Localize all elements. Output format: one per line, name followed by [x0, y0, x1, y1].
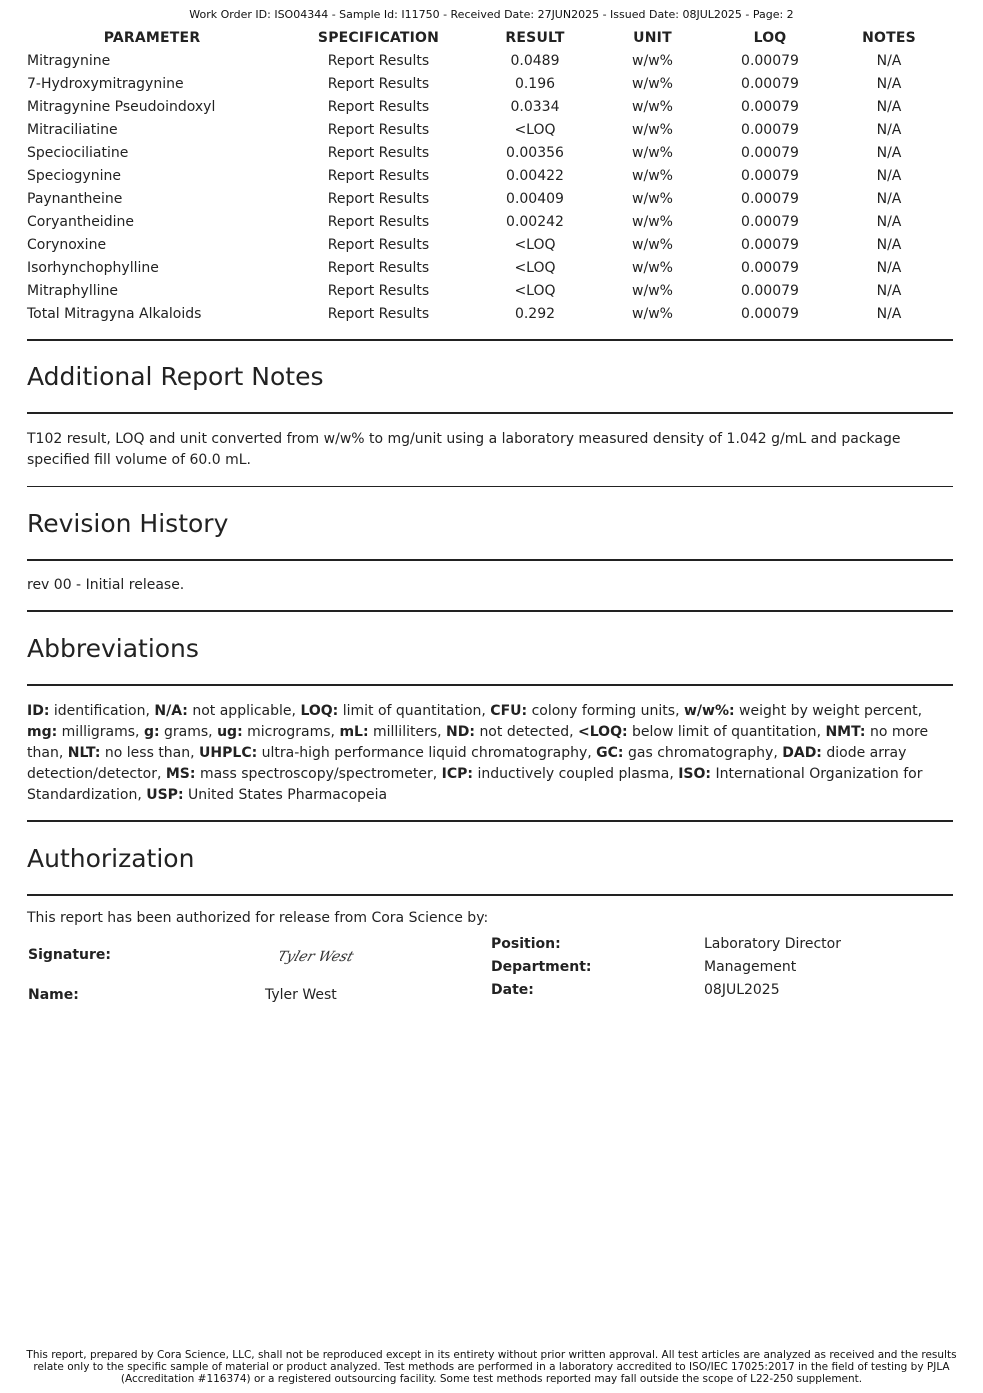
position-label: Position:	[491, 936, 561, 952]
abbreviations-text: ID: identification, N/A: not applicable, LOQ: limit of quantitation, CFU: colony forming units, w/w%: weight by weight percent, mg: milligrams, g: grams, ug: micrograms, mL: milliliters, ND: not detected, <LOQ: below limit of quantitation, NMT: no more than, NLT: no less than, UHPLC: ultra-high performance liquid chromatography, GC: gas chromatography, DAD: diode array detection/detector, MS: mass spectroscopy/spectrometer, ICP: inductively coupled plasma, ISO: International Organization for Standardization, USP: United States Pharmacopeia	[27, 703, 929, 803]
cell-loq: 0.00079	[741, 259, 799, 276]
cell-unit: w/w%	[632, 213, 673, 230]
table-row	[27, 302, 953, 325]
abbreviation-definition: not detected	[479, 724, 570, 740]
table-row	[27, 72, 953, 95]
abbreviation-definition: below limit of quantitation	[632, 724, 817, 740]
abbreviation-definition: mass spectroscopy/spectrometer	[199, 766, 433, 782]
cell-loq: 0.00079	[741, 144, 799, 161]
cell-loq: 0.00079	[741, 213, 799, 230]
cell-parameter: Corynoxine	[27, 236, 107, 253]
cell-notes: N/A	[876, 75, 902, 92]
abbreviation-definition: not applicable	[192, 703, 292, 719]
abbreviation-definition: no more than	[27, 724, 929, 761]
cell-specification: Report Results	[327, 52, 430, 69]
cell-notes: N/A	[876, 236, 902, 253]
abbreviation-term: ISO:	[678, 766, 712, 782]
cell-specification: Report Results	[327, 236, 430, 253]
abbreviation-definition: milligrams	[61, 724, 136, 740]
cell-result: 0.00356	[506, 144, 564, 161]
abbreviation-definition: micrograms	[247, 724, 331, 740]
column-header-specification: SPECIFICATION	[317, 30, 440, 46]
cell-notes: N/A	[876, 121, 902, 138]
cell-loq: 0.00079	[741, 52, 799, 69]
cell-result: 0.292	[514, 305, 556, 322]
cell-unit: w/w%	[632, 305, 673, 322]
revision-history-title: Revision History	[27, 509, 229, 538]
cell-notes: N/A	[876, 98, 902, 115]
additional-notes-title: Additional Report Notes	[27, 362, 324, 391]
report-header: Work Order ID: ISO04344 - Sample Id: I11750 - Received Date: 27JUN2025 - Issued Date: 08JUL2025 - Page: 2	[189, 8, 794, 21]
cell-notes: N/A	[876, 52, 902, 69]
abbreviation-term: CFU:	[490, 703, 528, 719]
cell-parameter: Paynantheine	[27, 190, 123, 207]
cell-parameter: Mitragynine Pseudoindoxyl	[27, 98, 216, 115]
cell-specification: Report Results	[327, 259, 430, 276]
revision-history-text: rev 00 - Initial release.	[27, 577, 185, 593]
abbreviation-term: UHPLC:	[199, 745, 258, 761]
abbreviation-term: NMT:	[825, 724, 866, 740]
column-header-loq: LOQ	[753, 30, 787, 46]
cell-parameter: Mitraphylline	[27, 282, 118, 299]
cell-specification: Report Results	[327, 167, 430, 184]
cell-unit: w/w%	[632, 167, 673, 184]
cell-unit: w/w%	[632, 236, 673, 253]
authorization-intro: This report has been authorized for release from Cora Science by:	[27, 910, 489, 926]
cell-notes: N/A	[876, 190, 902, 207]
results-table	[27, 27, 953, 325]
abbreviation-term: MS:	[165, 766, 196, 782]
table-row	[27, 141, 953, 164]
abbreviation-definition: gas chromatography	[627, 745, 774, 761]
table-row	[27, 210, 953, 233]
divider	[27, 486, 953, 487]
column-header-notes: NOTES	[862, 30, 916, 46]
footer-disclaimer: This report, prepared by Cora Science, LLC, shall not be reproduced except in its entirety without prior written approval. All test articles are analyzed as received and the results relate only to the specific sample of material or product analyzed. Test methods are performed in a laboratory accredited to ISO/IEC 17025:2017 in the field of testing by PJLA (Accreditation #116374) or a registered outsourcing facility. Some test methods reported may fall outside the scope of L22-250 supplement.	[26, 1349, 957, 1385]
abbreviation-definition: inductively coupled plasma	[477, 766, 670, 782]
cell-parameter: Isorhynchophylline	[27, 259, 159, 276]
results-body	[27, 49, 953, 325]
cell-result: <LOQ	[514, 259, 556, 276]
cell-notes: N/A	[876, 144, 902, 161]
cell-specification: Report Results	[327, 213, 430, 230]
abbreviation-term: g:	[143, 724, 160, 740]
cell-unit: w/w%	[632, 75, 673, 92]
abbreviation-term: DAD:	[782, 745, 822, 761]
cell-unit: w/w%	[632, 144, 673, 161]
abbreviation-definition: International Organization for Standardization	[27, 766, 923, 803]
table-row	[27, 95, 953, 118]
divider	[27, 559, 953, 561]
cell-notes: N/A	[876, 213, 902, 230]
cell-loq: 0.00079	[741, 167, 799, 184]
abbreviation-term: mL:	[339, 724, 369, 740]
table-row	[27, 279, 953, 302]
cell-result: 0.0489	[510, 52, 560, 69]
department-label: Department:	[491, 959, 592, 975]
abbreviation-term: w/w%:	[683, 703, 735, 719]
position-value: Laboratory Director	[704, 936, 841, 952]
cell-specification: Report Results	[327, 75, 430, 92]
table-row	[27, 118, 953, 141]
cell-result: 0.00242	[506, 213, 564, 230]
cell-unit: w/w%	[632, 121, 673, 138]
date-value: 08JUL2025	[704, 982, 780, 998]
cell-loq: 0.00079	[741, 305, 799, 322]
cell-notes: N/A	[876, 167, 902, 184]
cell-parameter: 7-Hydroxymitragynine	[27, 75, 184, 92]
abbreviation-term: ND:	[446, 724, 475, 740]
table-row	[27, 233, 953, 256]
signature-text: Tyler West	[280, 949, 356, 965]
column-header-result: RESULT	[505, 30, 565, 46]
cell-loq: 0.00079	[741, 282, 799, 299]
cell-loq: 0.00079	[741, 190, 799, 207]
cell-parameter: Mitraciliatine	[27, 121, 118, 138]
cell-parameter: Speciogynine	[27, 167, 121, 184]
cell-specification: Report Results	[327, 98, 430, 115]
cell-loq: 0.00079	[741, 75, 799, 92]
table-row	[27, 256, 953, 279]
additional-notes-text: T102 result, LOQ and unit converted from w/w% to mg/unit using a laboratory measured density of 1.042 g/mL and package specified fill volume of 60.0 mL.	[27, 431, 901, 468]
abbreviation-term: mg:	[27, 724, 58, 740]
cell-unit: w/w%	[632, 98, 673, 115]
name-value: Tyler West	[265, 987, 337, 1003]
abbreviation-definition: diode array detection/detector	[27, 745, 907, 782]
table-row	[27, 164, 953, 187]
cell-loq: 0.00079	[741, 236, 799, 253]
abbreviation-term: <LOQ:	[578, 724, 628, 740]
cell-result: <LOQ	[514, 282, 556, 299]
abbreviation-definition: grams	[164, 724, 209, 740]
divider	[27, 894, 953, 896]
abbreviation-term: NLT:	[67, 745, 101, 761]
divider	[27, 339, 953, 341]
cell-specification: Report Results	[327, 190, 430, 207]
table-row	[27, 49, 953, 72]
abbreviation-definition: identification	[53, 703, 146, 719]
cell-parameter: Total Mitragyna Alkaloids	[27, 305, 202, 322]
cell-parameter: Speciociliatine	[27, 144, 129, 161]
cell-notes: N/A	[876, 282, 902, 299]
column-header-parameter: PARAMETER	[103, 30, 201, 46]
abbreviation-term: ICP:	[441, 766, 473, 782]
cell-unit: w/w%	[632, 282, 673, 299]
date-label: Date:	[491, 982, 534, 998]
cell-result: 0.196	[514, 75, 556, 92]
abbreviation-definition: limit of quantitation	[342, 703, 482, 719]
cell-loq: 0.00079	[741, 121, 799, 138]
cell-notes: N/A	[876, 259, 902, 276]
authorization-title: Authorization	[27, 844, 195, 873]
cell-result: 0.0334	[510, 98, 560, 115]
abbreviation-definition: ultra-high performance liquid chromatography	[261, 745, 588, 761]
cell-specification: Report Results	[327, 121, 430, 138]
results-header-row	[27, 27, 953, 49]
abbreviations-title: Abbreviations	[27, 634, 199, 663]
name-label: Name:	[28, 987, 79, 1003]
cell-parameter: Mitragynine	[27, 52, 111, 69]
abbreviation-term: ID:	[27, 703, 50, 719]
cell-specification: Report Results	[327, 282, 430, 299]
signature-image	[280, 943, 360, 973]
cell-result: 0.00409	[506, 190, 564, 207]
divider	[27, 610, 953, 612]
abbreviation-definition: United States Pharmacopeia	[188, 787, 388, 803]
divider	[27, 820, 953, 822]
abbreviation-term: GC:	[596, 745, 624, 761]
cell-notes: N/A	[876, 305, 902, 322]
signature-label: Signature:	[28, 947, 111, 963]
abbreviation-term: USP:	[146, 787, 184, 803]
department-value: Management	[704, 959, 797, 975]
abbreviation-term: LOQ:	[300, 703, 339, 719]
cell-unit: w/w%	[632, 190, 673, 207]
abbreviation-definition: no less than	[104, 745, 191, 761]
cell-parameter: Coryantheidine	[27, 213, 134, 230]
cell-specification: Report Results	[327, 144, 430, 161]
cell-specification: Report Results	[327, 305, 430, 322]
cell-loq: 0.00079	[741, 98, 799, 115]
abbreviation-definition: colony forming units	[531, 703, 676, 719]
cell-unit: w/w%	[632, 52, 673, 69]
abbreviation-definition: milliliters	[373, 724, 438, 740]
abbreviation-definition: weight by weight percent	[739, 703, 918, 719]
table-row	[27, 187, 953, 210]
divider	[27, 684, 953, 686]
abbreviation-term: ug:	[217, 724, 243, 740]
cell-result: 0.00422	[506, 167, 564, 184]
divider	[27, 412, 953, 414]
cell-result: <LOQ	[514, 121, 556, 138]
abbreviation-term: N/A:	[154, 703, 188, 719]
cell-result: <LOQ	[514, 236, 556, 253]
column-header-unit: UNIT	[633, 30, 672, 46]
cell-unit: w/w%	[632, 259, 673, 276]
